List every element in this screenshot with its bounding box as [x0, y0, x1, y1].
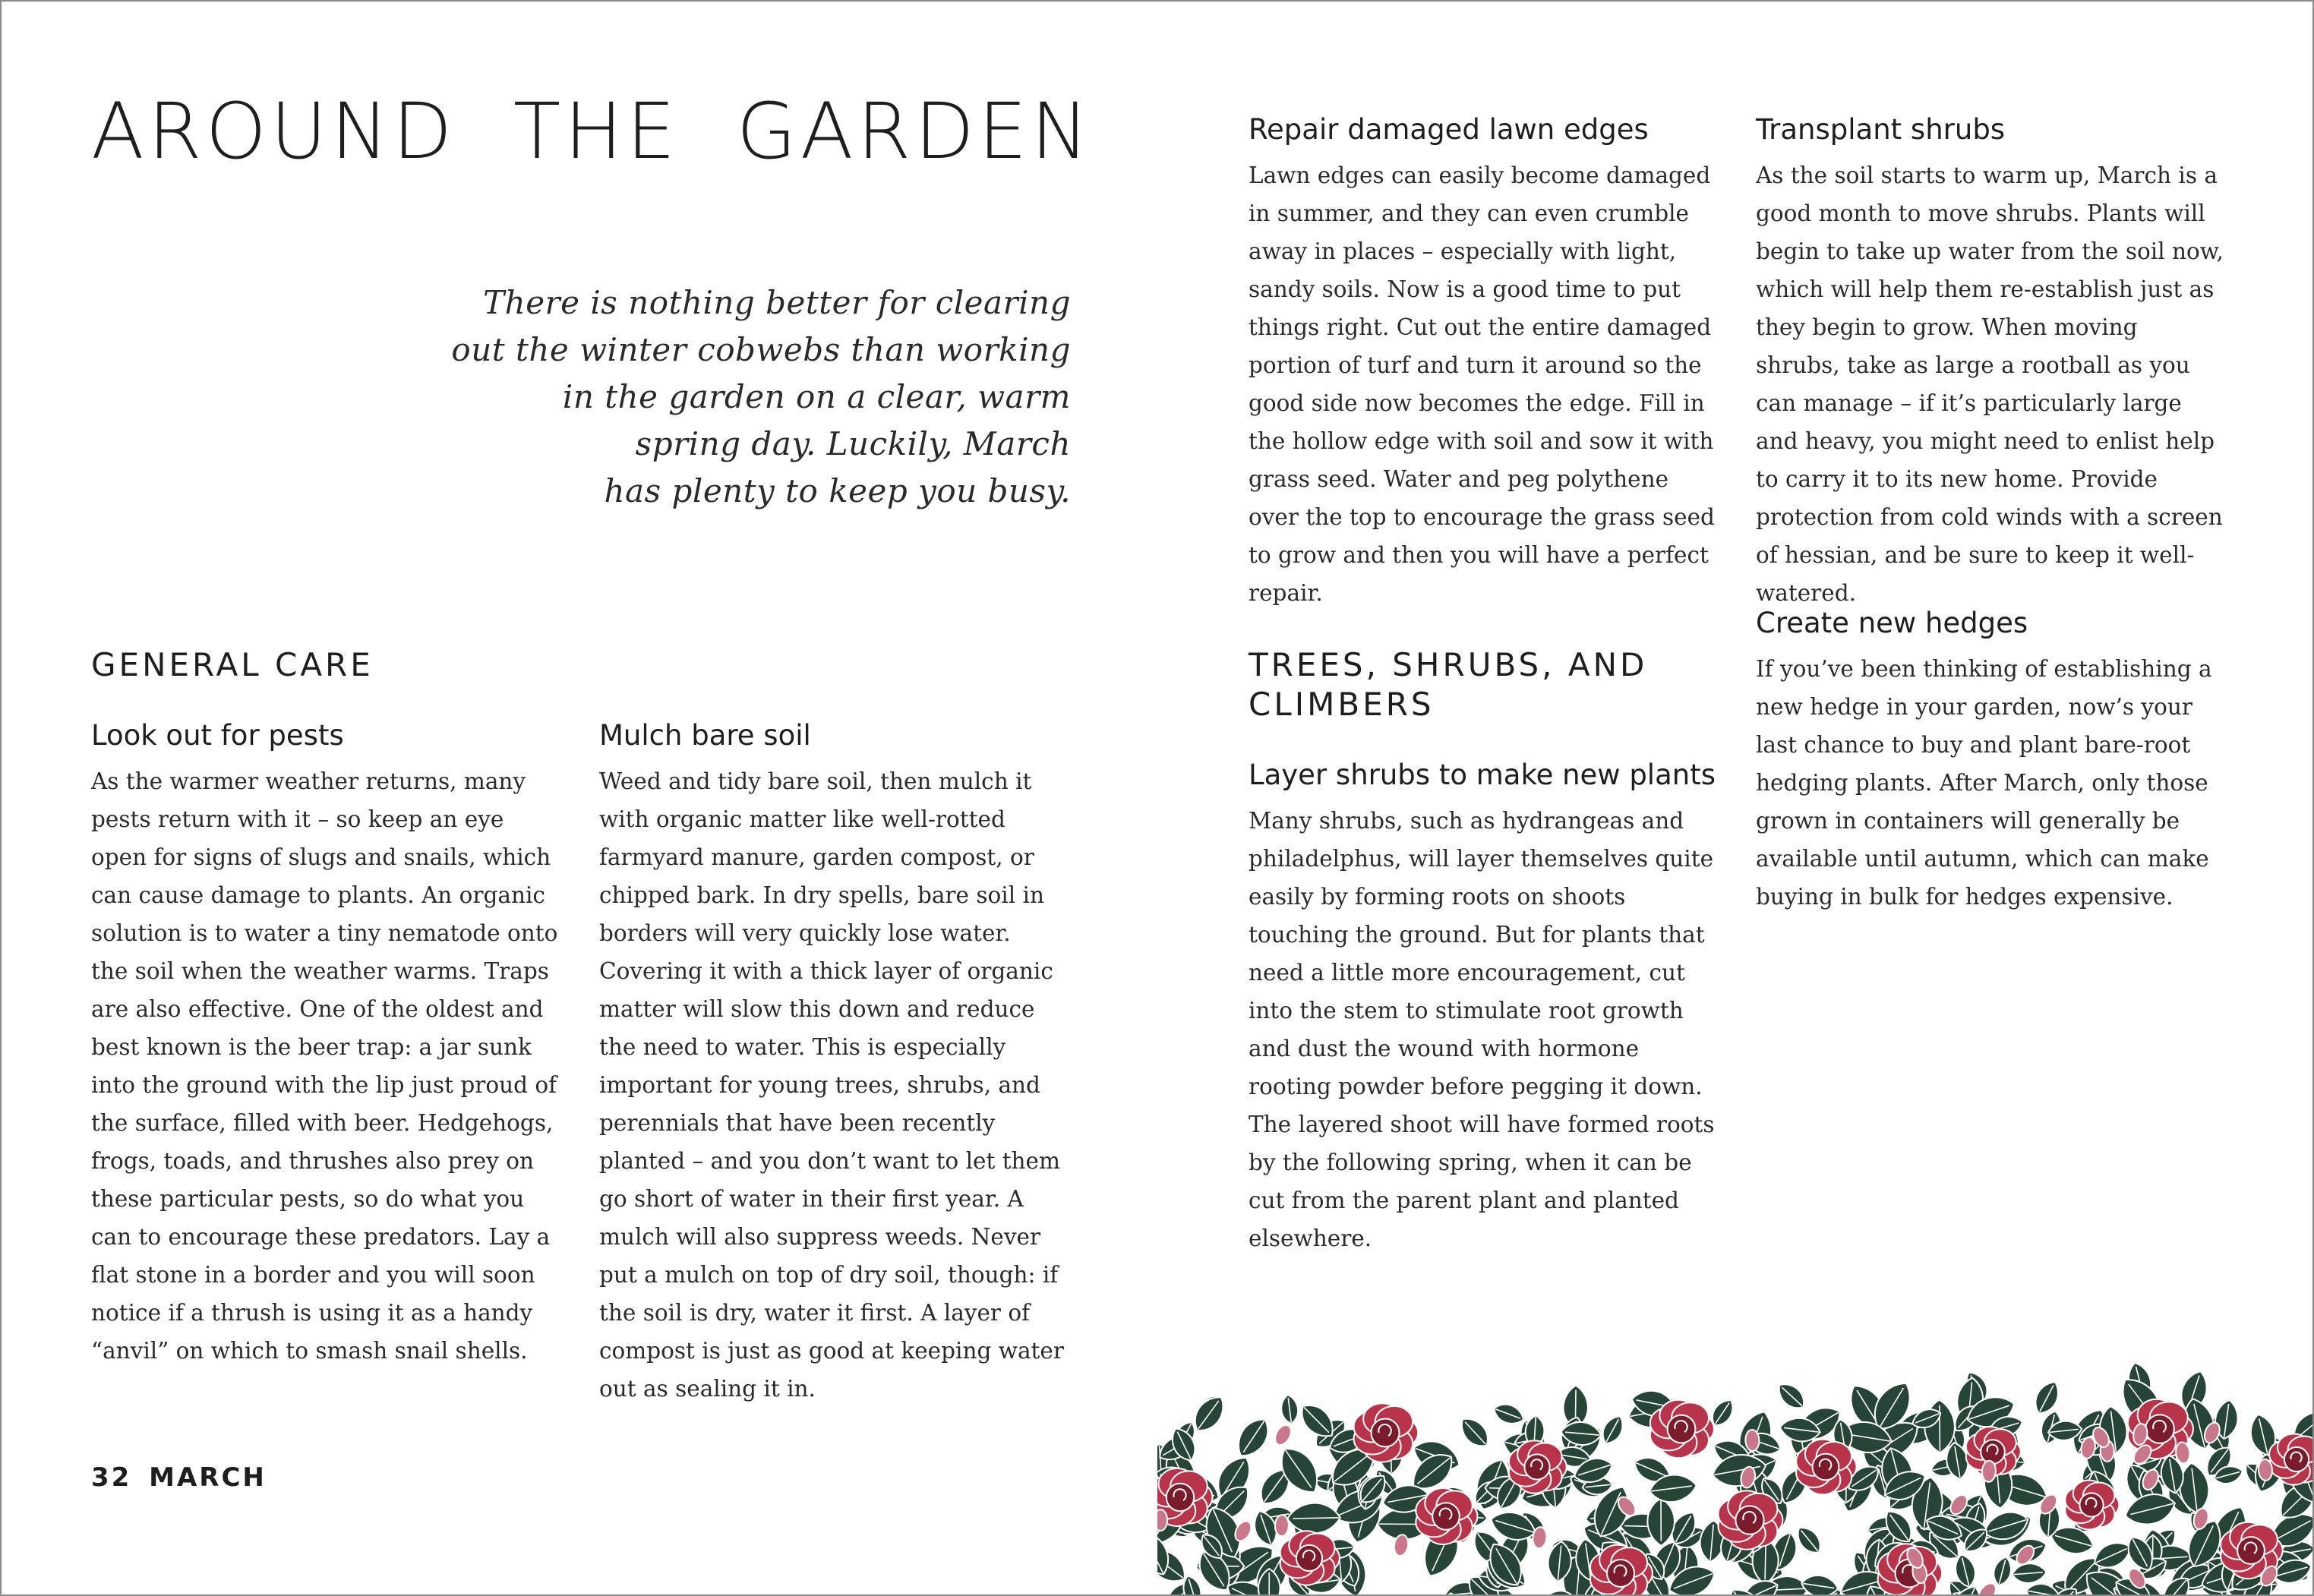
rose-flower: [1719, 1490, 1783, 1550]
article-title: Layer shrubs to make new plants: [1249, 759, 1716, 791]
intro-line: out the winter cobwebs than working: [451, 331, 1071, 368]
article-body: As the soil starts to warm up, March is a good month to move shrubs. Plants will begin to take up water from the soil now, which will help them re-establish just as they begin to grow. When moving shrubs, take as large a rootball as you can manage – if it’s particularly large and heavy, you might need to enlist help to carry it to its new home. Provide protection from cold winds with a screen of hessian, and be sure to keep it well-watered.: [1756, 162, 2224, 606]
leaf-shape: [1231, 1413, 1276, 1463]
rose-bud: [1981, 1460, 1996, 1482]
rose-flower: [1416, 1488, 1477, 1544]
leaf-shape: [1773, 1378, 1810, 1414]
rose-bud: [1745, 1430, 1760, 1452]
section-heading-line: TREES, SHRUBS, AND: [1249, 646, 1648, 683]
article-pests: [91, 718, 562, 1370]
section-heading-line: CLIMBERS: [1249, 686, 1435, 723]
rose-flower: [1354, 1403, 1419, 1462]
rose-bud: [1272, 1422, 1294, 1447]
rose-flower: [1650, 1400, 1714, 1459]
article-title: Repair damaged lawn edges: [1249, 113, 1649, 146]
intro-line: There is nothing better for clearing: [483, 284, 1071, 321]
section-heading-trees: [1249, 645, 1647, 724]
article-title: Mulch bare soil: [599, 719, 811, 752]
article-transplant-shrubs: [1756, 112, 2227, 612]
intro-line: spring day. Luckily, March: [635, 425, 1071, 462]
section-heading-general-care: GENERAL CARE: [91, 646, 374, 683]
article-layer-shrubs: [1249, 758, 1719, 1257]
intro-line: has plenty to keep you busy.: [604, 472, 1071, 509]
article-new-hedges: [1756, 606, 2227, 916]
leaf-shape: [1647, 1498, 1675, 1546]
article-title: Create new hedges: [1756, 607, 2028, 639]
article-lawn-edges: [1249, 112, 1719, 612]
rose-bud: [1275, 1515, 1290, 1536]
intro-line: in the garden on a clear, warm: [562, 378, 1071, 415]
leaf-shape: [1792, 1522, 1826, 1558]
rose-flower: [1796, 1440, 1857, 1495]
leaf-shape: [1280, 1394, 1299, 1425]
intro-quote: [427, 279, 1071, 515]
page-folio: 32 MARCH: [91, 1462, 267, 1493]
rose-flower: [2065, 1481, 2119, 1530]
article-title: Transplant shrubs: [1756, 113, 2006, 146]
article-body: If you’ve been thinking of establishing a new hedge in your garden, now’s your last chance to buy and plant bare-root hedging plants. After March, only those grown in containers will generally be available until autumn, which can make buying in bulk for hedges expensive.: [1756, 656, 2212, 910]
rose-flower: [1509, 1440, 1567, 1493]
rose-bud: [1157, 1509, 1167, 1531]
article-body: Many shrubs, such as hydrangeas and philadelphus, will layer themselves quite easily by forming roots on shoots touching the ground. But for plants that need a little more encouragement, cut into the stem to stimulate root growth and dust the wound with hormone rooting powder before pegging it down. The layered shoot will have formed roots by the following spring, when it can be cut from the parent plant and planted elsewhere.: [1249, 808, 1715, 1251]
leaf-shape: [2030, 1377, 2064, 1418]
leaf-shape: [2012, 1563, 2047, 1585]
leaf-shape: [1598, 1412, 1627, 1447]
page-title: AROUND THE GARDEN: [91, 87, 1093, 177]
article-title: Look out for pests: [91, 719, 344, 752]
leaf-shape: [1491, 1400, 1526, 1428]
leaf-shape: [1455, 1412, 1494, 1452]
rose-flower: [1280, 1531, 1340, 1585]
leaf-shape: [1990, 1555, 2014, 1588]
article-body: Weed and tidy bare soil, then mulch it with organic matter like well-rotted farmyard manure, garden compost, or chipped bark. In dry spells, bare soil in borders will very quickly lose water. Covering it with a thick layer of organic matter will slow this down and reduce the need to water. This is especially important for young trees, shrubs, and perennials that have been recently planted – and you don’t want to let them go short of water in their first year. A mulch will also suppress weeds. Never put a mulch on top of dry soil, though: if the soil is dry, water it first. A layer of compost is just as good at keeping water out as sealing it in.: [599, 768, 1064, 1402]
article-mulch: [599, 718, 1070, 1408]
article-body: As the warmer weather returns, many pests return with it – so keep an eye open for signs of slugs and snails, which can cause damage to plants. An organic solution is to water a tiny nematode onto the soil when the weather warms. Traps are also effective. One of the oldest and best known is the beer trap: a jar sunk into the ground with the lip just proud of the surface, filled with beer. Hedgehogs, frogs, toads, and thrushes also prey on these particular pests, so do what you can to encourage these predators. Lay a flat stone in a border and you will soon notice if a thrush is using it as a handy “anvil” on which to smash snail shells.: [91, 768, 558, 1364]
article-body: Lawn edges can easily become damaged in summer, and they can even crumble away in places – especially with light, sandy soils. Now is a good time to put things right. Cut out the entire damaged portion of turf and turn it around so the good side now becomes the edge. Fill in the hollow edge with soil and sow it with grass seed. Water and peg polythene over the top to encourage the grass seed to grow and then you will have a perfect repair.: [1249, 162, 1715, 606]
rose-hedge-illustration: [1157, 1345, 2314, 1596]
